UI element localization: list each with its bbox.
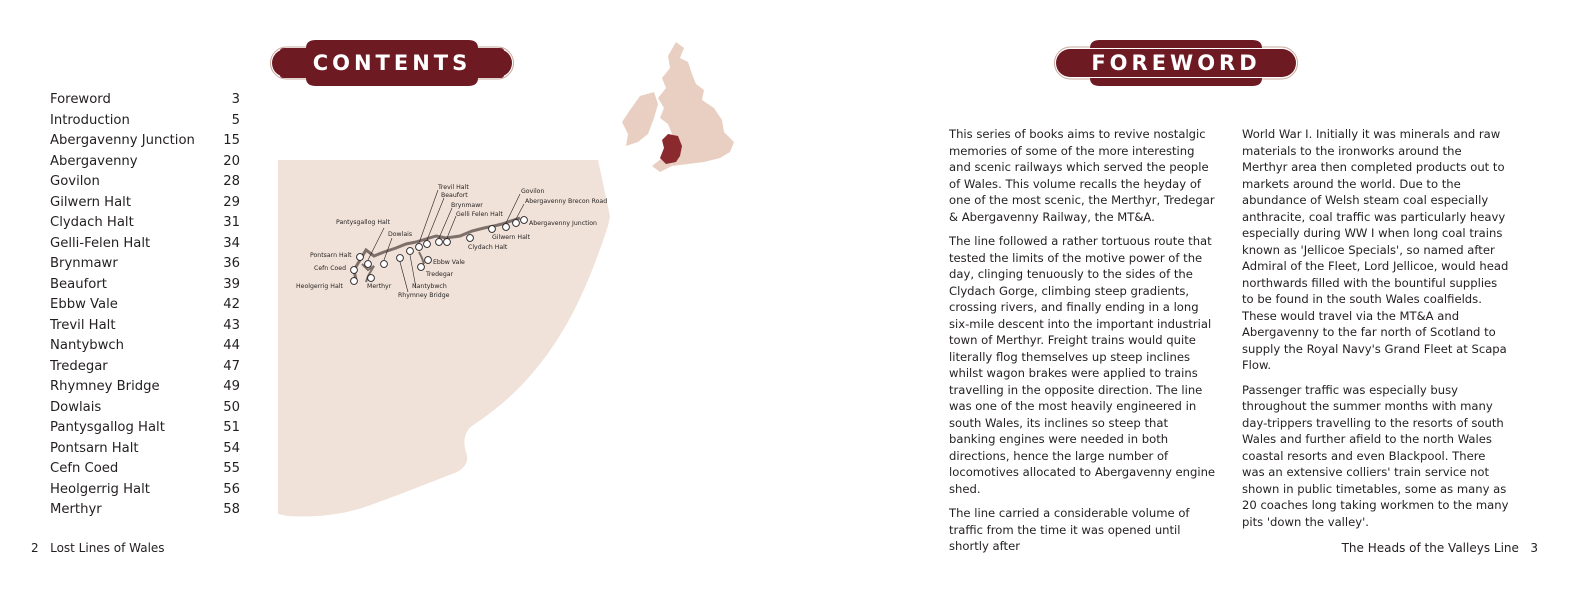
toc-entry	[50, 275, 240, 296]
map-label-abergavenny-junction: Abergavenny Junction	[529, 220, 597, 227]
toc-entry-page: 43	[223, 317, 240, 333]
map-label-pantysgallog-halt: Pantysgallog Halt	[336, 219, 390, 226]
table-of-contents	[50, 90, 240, 521]
toc-entry	[50, 316, 240, 337]
footer-book-title: Lost Lines of Wales	[50, 541, 165, 555]
toc-entry	[50, 193, 240, 214]
map-label-tredegar: Tredegar	[426, 271, 454, 278]
foreword-paragraph: This series of books aims to revive nostalgic memories of some of the more interesting and scenic railways which served the people of Wales. This volume recalls the heyday of one of the most scenic, the Merthyr, Tredegar & Abergavenny Railway, the MT&A.	[949, 127, 1215, 224]
toc-entry-page: 47	[223, 358, 240, 374]
toc-entry	[50, 480, 240, 501]
toc-entry	[50, 90, 240, 111]
foreword-paragraph: The line followed a rather tortuous route that tested the limits of the motive power of the day, clinging tenuously to the sides of the Clydach Gorge, climbing steep gradients, crossing rivers, and finally ending in a long six-mile descent into the important industrial town of Merthyr. Freight trains would quite literally flog themselves up steep inclines whilst wagon brakes were applied to trains travelling in the opposite direction. The line was one of the most heavily engineered in south Wales, its inclines so steep that banking engines were needed in both directions, hence the large number of locomotives allocated to Abergavenny engine shed.	[949, 234, 1216, 496]
toc-entry	[50, 336, 240, 357]
toc-entry	[50, 131, 240, 152]
toc-entry-page: 55	[223, 461, 240, 476]
toc-entry-title: Abergavenny Junction	[50, 133, 195, 148]
toc-entry-title: Dowlais	[50, 399, 102, 415]
right-footer	[1342, 540, 1538, 556]
toc-entry-title: Trevil Halt	[50, 317, 116, 333]
toc-entry	[50, 398, 240, 419]
toc-entry	[50, 295, 240, 316]
foreword-banner	[1054, 39, 1298, 87]
map-label-dowlais: Dowlais	[388, 231, 413, 238]
toc-entry	[50, 172, 240, 193]
toc-entry-title: Cefn Coed	[50, 461, 119, 476]
toc-entry-page: 29	[223, 194, 240, 210]
ireland-map	[622, 92, 658, 146]
map-land	[278, 160, 610, 517]
footer-page-number: 3	[1530, 541, 1538, 555]
left-footer	[31, 540, 165, 556]
toc-entry	[50, 459, 240, 480]
footer-book-title: The Heads of the Valleys Line	[1341, 541, 1519, 555]
toc-entry	[50, 213, 240, 234]
toc-entry-page: 49	[223, 379, 240, 394]
toc-entry	[50, 111, 240, 132]
map-label-clydach-halt: Clydach Halt	[468, 244, 508, 251]
toc-entry-title: Pontsarn Halt	[50, 440, 139, 456]
toc-entry	[50, 418, 240, 439]
toc-entry-title: Heolgerrig Halt	[50, 481, 150, 497]
toc-entry-page: 31	[223, 215, 240, 230]
toc-entry-page: 5	[231, 112, 240, 128]
toc-entry	[50, 500, 240, 521]
foreword-paragraph: Passenger traffic was especially busy throughout the summer months with many day-trippers travelling to the resorts of south Wales and further afield to the north Wales coastal resorts and even Blackpool. There was an extensive colliers' train service not shown in public timetables, some as many as 20 coaches long taking workmen to the many pits 'down the valley'.	[1242, 382, 1509, 529]
toc-entry-page: 28	[223, 174, 240, 189]
toc-entry-title: Nantybwch	[50, 338, 125, 353]
toc-entry	[50, 439, 240, 460]
map-label-nantybwch: Nantybwch	[412, 283, 447, 290]
toc-entry-title: Gelli-Felen Halt	[50, 235, 151, 251]
toc-entry-title: Abergavenny	[50, 153, 138, 169]
map-label-gelli-felen-halt: Gelli Felen Halt	[456, 211, 503, 218]
toc-entry-title: Beaufort	[50, 276, 107, 292]
toc-entry-page: 15	[223, 133, 240, 148]
toc-entry-title: Govilon	[50, 174, 100, 189]
toc-entry-page: 58	[223, 502, 240, 517]
map-label-rhymney-bridge: Rhymney Bridge	[398, 292, 450, 299]
map-label-abergavenny-brecon-road: Abergavenny Brecon Road	[525, 198, 608, 205]
left-page	[0, 0, 787, 591]
foreword-paragraph: The line carried a considerable volume of traffic from the time it was opened until shortly after	[949, 506, 1190, 553]
toc-entry-title: Brynmawr	[50, 256, 118, 271]
toc-entry-page: 36	[223, 256, 240, 271]
toc-entry-title: Clydach Halt	[50, 215, 134, 230]
toc-entry	[50, 254, 240, 275]
foreword-paragraph: World War I. Initially it was minerals and raw materials to the ironworks around the Merthyr area then completed products out to markets around the world. Due to the abundance of Welsh steam coal especially anthracite, coal traffic was particularly heavy especially during WW I when long coal trains known as 'Jellicoe Specials', so named after Admiral of the Fleet, Lord Jellicoe, would head northwards filled with the bountiful supplies to be found in the south Wales coalfields. These would travel via the MT&A and Abergavenny to the far north of Scotland to supply the Royal Navy's Grand Fleet at Scapa Flow.	[1242, 127, 1509, 372]
toc-entry-title: Pantysgallog Halt	[50, 420, 165, 435]
foreword-column-1	[949, 126, 1217, 563]
map-label-merthyr: Merthyr	[367, 283, 392, 290]
map-label-beaufort: Beaufort	[441, 192, 468, 199]
toc-entry-page: 20	[223, 153, 240, 169]
toc-entry-page: 56	[223, 481, 240, 497]
toc-entry-page: 50	[223, 399, 240, 415]
toc-entry-page: 39	[223, 276, 240, 292]
map-label-ebbw-vale: Ebbw Vale	[433, 259, 465, 266]
toc-entry-page: 34	[223, 235, 240, 251]
map-label-heolgerrig-halt: Heolgerrig Halt	[296, 283, 343, 290]
toc-entry-title: Tredegar	[50, 358, 108, 374]
toc-entry-title: Ebbw Vale	[50, 297, 118, 312]
toc-entry-title: Rhymney Bridge	[50, 379, 160, 394]
map-label-trevil-halt: Trevil Halt	[438, 184, 469, 191]
toc-entry	[50, 357, 240, 378]
toc-entry-title: Merthyr	[50, 502, 102, 517]
foreword-heading: FOREWORD	[1091, 51, 1261, 75]
toc-entry-page: 3	[231, 92, 240, 107]
map-label-govilon: Govilon	[521, 188, 545, 195]
toc-entry-page: 44	[223, 338, 240, 353]
map-label-pontsarn-halt: Pontsarn Halt	[310, 252, 352, 259]
toc-entry	[50, 377, 240, 398]
contents-heading: CONTENTS	[312, 51, 472, 75]
toc-entry-title: Gilwern Halt	[50, 194, 132, 210]
foreword-column-2	[1242, 126, 1510, 538]
map-label-gilwern-halt: Gilwern Halt	[492, 234, 531, 241]
toc-entry-title: Foreword	[50, 92, 111, 107]
toc-entry-page: 51	[223, 420, 240, 435]
route-map	[276, 38, 746, 518]
toc-entry-title: Introduction	[50, 112, 130, 128]
toc-entry	[50, 234, 240, 255]
map-label-brynmawr: Brynmawr	[451, 202, 483, 209]
footer-page-number: 2	[31, 541, 39, 555]
right-page	[788, 0, 1575, 591]
toc-entry-page: 54	[223, 440, 240, 456]
toc-entry-page: 42	[223, 297, 240, 312]
map-label-cefn-coed: Cefn Coed	[314, 265, 347, 272]
toc-entry	[50, 152, 240, 173]
